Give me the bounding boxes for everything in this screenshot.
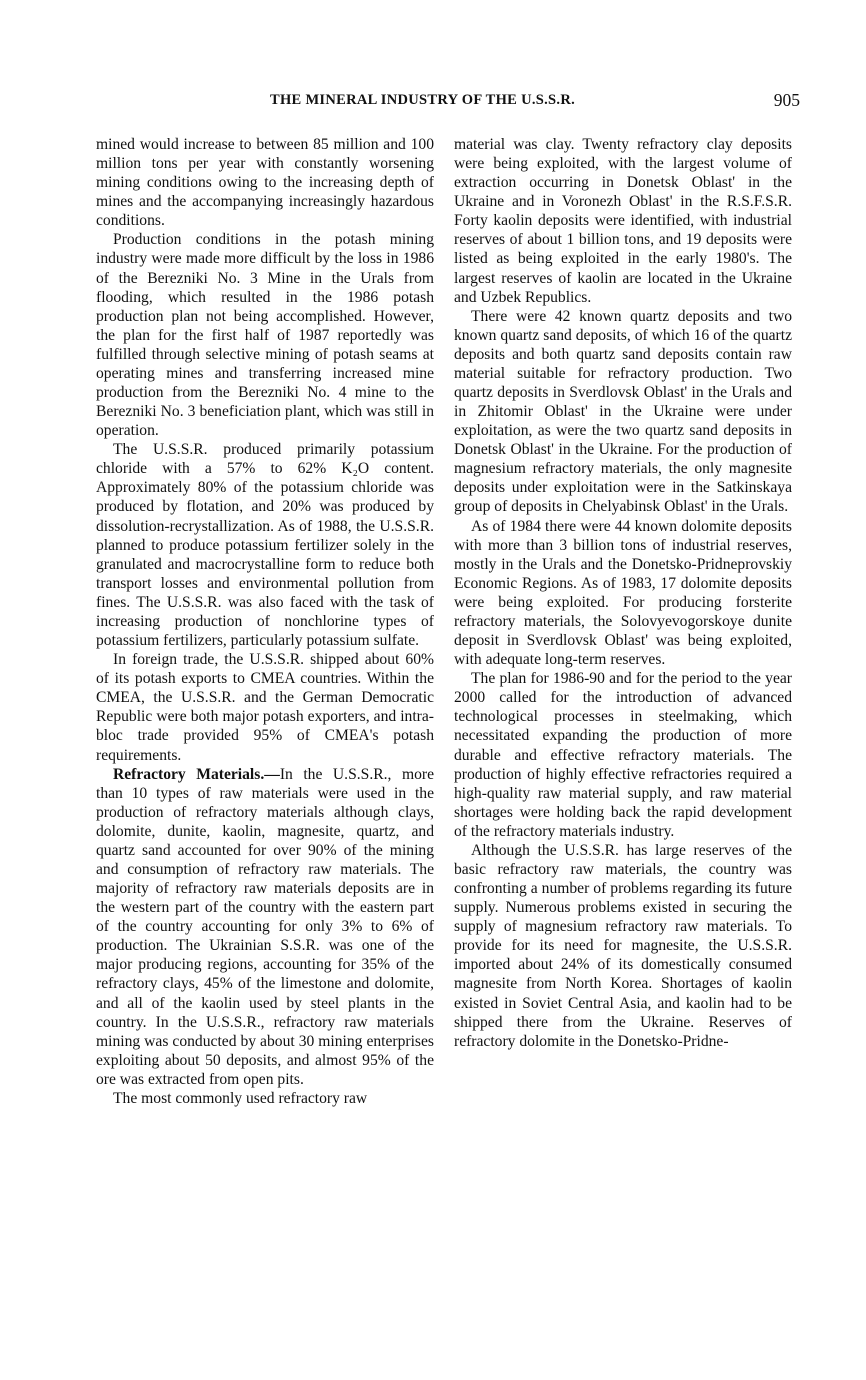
section-heading: Refractory Materials.— — [113, 765, 280, 783]
paragraph-body: In the U.S.S.R., more than 10 types of raw materials were used in the production of refractory materials although clays, dolomite, dunite, kaolin, magnesite, quartz, and quartz sand accounted for over 90% of the mining and consumption of refractory raw materials. The majority of refractory raw materials deposits are in the western part of the country with the eastern part of the country accounting for only 3% to 6% of production. The Ukrainian S.S.R. was one of the major producing regions, accounting for 35% of the refractory clays, 45% of the limestone and dolomite, and all of the kaolin used by steel plants in the country. In the U.S.S.R., refractory raw materials mining was conducted by about 30 mining enterprises exploiting about 50 deposits, and almost 95% of the ore was extracted from open pits. — [96, 765, 434, 1088]
paragraph: In foreign trade, the U.S.S.R. shipped about 60% of its potash exports to CMEA countries. Within the CMEA, the U.S.S.R. and the German Democratic Republic were both major potash exporters, and intra-bloc trade provided 95% of CMEA's potash requirements. — [96, 651, 434, 764]
page-number: 905 — [773, 90, 800, 110]
paragraph: Although the U.S.S.R. has large reserves of the basic refractory raw materials, the country was confronting a number of problems regarding its future supply. Numerous problems existed in securing the supply of magnesium refractory raw materials. To provide for its need for magnesite, the U.S.S.R. imported about 24% of its domestically consumed magnesite from North Korea. Shortages of kaolin existed in Soviet Central Asia, and kaolin had to be shipped there from the Ukraine. Reserves of refractory dolomite in the Donetsko-Pridne- — [454, 841, 792, 1050]
paragraph: material was clay. Twenty refractory clay deposits were being exploited, with the largest volume of extraction occurring in Donetsk Oblast' in the Ukraine and in Voronezh Oblast' in the R.S.F.S.R. Forty kaolin deposits were identified, with industrial reserves of about 1 billion tons, and 19 deposits were listed as being exploited in the early 1980's. The largest reserves of kaolin are located in the Ukraine and Uzbek Republics. — [454, 136, 792, 306]
paragraph: The U.S.S.R. produced primarily potassium chloride with a 57% to 62% K₂O content. Approximately 80% of the potassium chloride was produced by flotation, and 20% was produced by dissolution-recrystallization. As of 1988, the U.S.S.R. planned to produce potassium fertilizer solely in the granulated and macrocrystalline form to reduce both transport losses and environmental pollution from fines. The U.S.S.R. was also faced with the task of increasing production of nonchlorine types of potassium fertilizers, particularly potassium sulfate. — [96, 441, 434, 650]
paragraph: The plan for 1986-90 and for the period to the year 2000 called for the introduction of advanced technological processes in steelmaking, which necessitated expanding the production of more durable and effective refractory materials. The production of highly effective refractories required a high-quality raw material supply, and raw material shortages were holding back the rapid development of the refractory materials industry. — [454, 670, 792, 840]
paragraph: As of 1984 there were 44 known dolomite deposits with more than 3 billion tons of industrial reserves, mostly in the Urals and the Donetsko-Pridneprovskiy Economic Regions. As of 1983, 17 dolomite deposits were being exploited. For producing forsterite refractory materials, the Solovyevogorskoye dunite deposit in Sverdlovsk Oblast' was being exploited, with adequate long-term reserves. — [454, 517, 792, 669]
paragraph — [96, 765, 434, 1089]
paragraph: There were 42 known quartz deposits and two known quartz sand deposits, of which 16 of the quartz deposits and both quartz sand deposits contain raw material suitable for refractory production. Two quartz deposits in Sverdlovsk Oblast' in the Urals and in Zhitomir Oblast' in the Ukraine were under exploitation, as were the two quartz sand deposits in Donetsk Oblast' in the Ukraine. For the production of magnesium refractory materials, the only magnesite deposits under exploitation were in the Satkinskaya group of deposits in Chelyabinsk Oblast' in the Urals. — [454, 307, 792, 516]
page-header — [96, 92, 800, 114]
paragraph: The most commonly used refractory raw — [113, 1089, 368, 1107]
left-column — [96, 135, 434, 1108]
running-title: THE MINERAL INDUSTRY OF THE U.S.S.R. — [270, 92, 576, 108]
paragraph: Production conditions in the potash mining industry were made more difficult by the loss in 1986 of the Berezniki No. 3 Mine in the Urals from flooding, which resulted in the 1986 potash production plan not being accomplished. However, the plan for the first half of 1987 reportedly was fulfilled through selective mining of potash seams at operating mines and transferring increased mine production from the Berezniki No. 4 mine to the Berezniki No. 3 beneficiation plant, which was still in operation. — [96, 231, 434, 440]
right-column — [454, 135, 792, 1051]
paragraph: mined would increase to between 85 million and 100 million tons per year with constantly worsening mining conditions owing to the increasing depth of mines and the accompanying increasingly hazardous conditions. — [96, 136, 434, 230]
